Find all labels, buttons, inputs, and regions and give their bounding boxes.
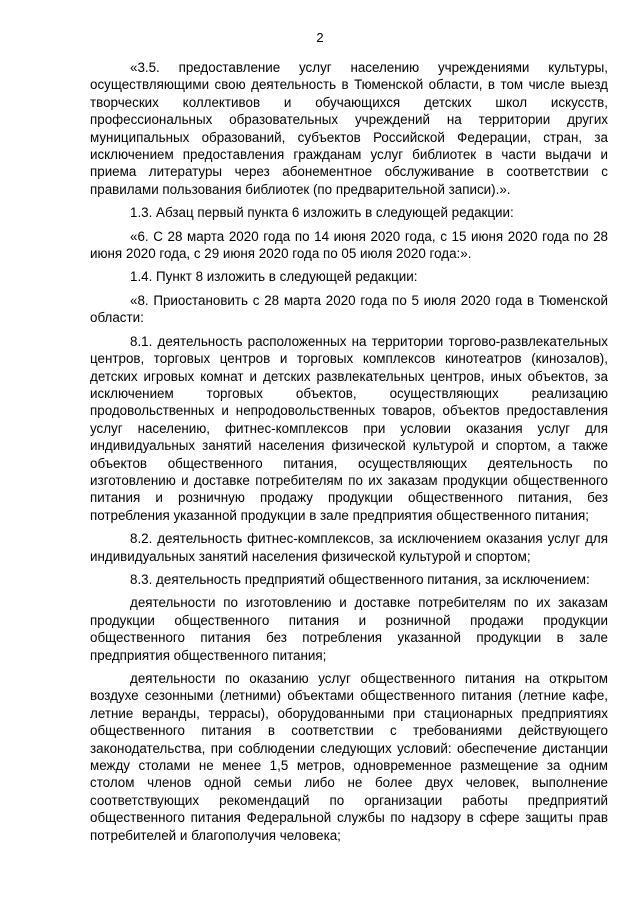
paragraph-1-4: 1.4. Пункт 8 изложить в следующей редакции:: [130, 269, 418, 285]
paragraph-8-2: 8.2. деятельность фитнес-комплексов, за исключением оказания услуг для индивидуальных занятий населения физической культурой и спортом;: [90, 531, 608, 564]
paragraph-exception-outdoor: деятельности по оказанию услуг общественного питания на открытом воздухе сезонными (летними) объектами общественного питания (летние кафе, летние веранды, террасы), оборудованными при стационарных предприятиях общественного питания в соответствии с требованиями действующего законодательства, при соблюдении следующих условий: обеспечение дистанции между столами не менее 1,5 метров, одновременное размещение за одним столом членов одной семьи либо не более двух человек, выполнение соответствующих рекомендаций по организации работы предприятий общественного питания Федеральной службы по надзору в сфере защиты прав потребителей и благополучия человека;: [90, 671, 608, 843]
page-number: 2: [316, 30, 324, 45]
paragraph-1-3: 1.3. Абзац первый пункта 6 изложить в следующей редакции:: [130, 205, 514, 221]
paragraph-exception-delivery: деятельности по изготовлению и доставке потребителям по их заказам продукции общественного питания и розничной продажи продукции общественного питания без потребления указанной продукции в зале предприятия общественного питания;: [90, 595, 608, 663]
paragraph-8-3: 8.3. деятельность предприятий общественного питания, за исключением:: [130, 571, 590, 587]
paragraph-8: «8. Приостановить с 28 марта 2020 года по 5 июля 2020 года в Тюменской области:: [90, 292, 608, 326]
paragraph-3-5: «3.5. предоставление услуг населению учреждениями культуры, осуществляющими свою деятельность в Тюменской области, в том числе выезд творческих коллективов и обучающихся детских школ искусств, профессиональных образовательных учреждений на территории других муниципальных образований, субъектов Российской Федерации, стран, за исключением предоставления гражданам услуг библиотек в части выдачи и приема литературы через абонементное обслуживание в соответствии с правилами пользования библиотек (по предварительной записи).».: [90, 60, 608, 197]
paragraph-8-1: 8.1. деятельность расположенных на территории торгово-развлекательных центров, торговых центров и торговых комплексов кинотеатров (кинозалов), детских игровых комнат и детских развлекательных центров, иных объектов, за исключением торговых объектов, осуществляющих реализацию продовольственных и непродовольственных товаров, объектов предоставления услуг населению, фитнес-комплексов при условии оказания услуг для индивидуальных занятий населения физической культурой и спортом, а также объектов общественного питания, осуществляющих деятельность по изготовлению и доставке потребителям по их заказам продукции общественного питания и розничную продажу продукции общественного питания, без потребления указанной продукции в зале предприятия общественного питания;: [90, 333, 608, 523]
paragraph-6: «6. С 28 марта 2020 года по 14 июня 2020 года, с 15 июня 2020 года по 28 июня 2020 года, с 29 июня 2020 года по 05 июля 2020 года:».: [90, 228, 608, 262]
document-body: [90, 59, 608, 850]
